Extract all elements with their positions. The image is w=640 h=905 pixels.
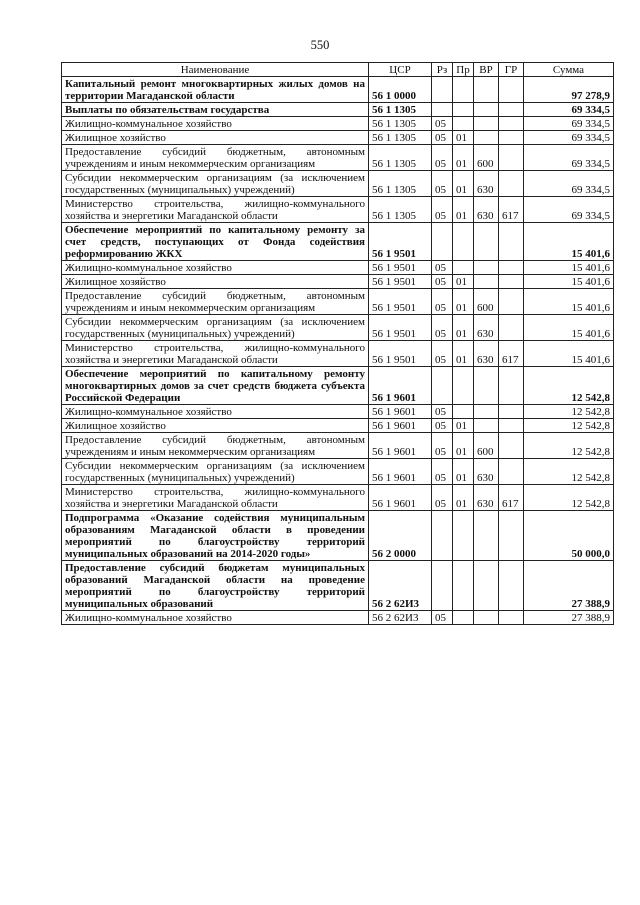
cell-vr: [474, 131, 499, 145]
cell-vr: 630: [474, 341, 499, 367]
cell-name: Обеспечение мероприятий по капитальному ремонту многоквартирных домов за счет средств бюджета субъекта Российской Федерации: [62, 367, 369, 405]
cell-name: Жилищно-коммунальное хозяйство: [62, 261, 369, 275]
table-row: [62, 315, 614, 341]
cell-csr: 56 1 9501: [369, 223, 432, 261]
cell-sum: 50 000,0: [524, 511, 614, 561]
cell-rz: 05: [432, 275, 453, 289]
cell-rz: 05: [432, 341, 453, 367]
cell-csr: 56 1 9601: [369, 459, 432, 485]
table-row: [62, 261, 614, 275]
cell-name: Субсидии некоммерческим организациям (за исключением государственных (муниципальных) учреждений): [62, 315, 369, 341]
cell-vr: [474, 117, 499, 131]
cell-csr: 56 1 1305: [369, 145, 432, 171]
cell-csr: 56 1 0000: [369, 77, 432, 103]
page-number: 550: [310, 38, 330, 52]
cell-vr: [474, 367, 499, 405]
cell-sum: 12 542,8: [524, 405, 614, 419]
cell-pr: [453, 561, 474, 611]
cell-pr: 01: [453, 131, 474, 145]
cell-name: Жилищно-коммунальное хозяйство: [62, 611, 369, 625]
cell-rz: 05: [432, 289, 453, 315]
budget-table: [61, 62, 614, 625]
cell-csr: 56 1 9601: [369, 433, 432, 459]
table-row: [62, 103, 614, 117]
cell-gr: [499, 103, 524, 117]
cell-rz: [432, 103, 453, 117]
cell-csr: 56 1 1305: [369, 131, 432, 145]
cell-vr: 630: [474, 485, 499, 511]
cell-name: Министерство строительства, жилищно-коммунального хозяйства и энергетики Магаданской области: [62, 197, 369, 223]
cell-csr: 56 2 62И3: [369, 611, 432, 625]
cell-vr: 600: [474, 289, 499, 315]
cell-vr: [474, 103, 499, 117]
cell-name: Предоставление субсидий бюджетным, автономным учреждениям и иным некоммерческим организациям: [62, 433, 369, 459]
cell-sum: 69 334,5: [524, 171, 614, 197]
cell-gr: [499, 145, 524, 171]
cell-gr: [499, 171, 524, 197]
cell-rz: 05: [432, 419, 453, 433]
cell-vr: [474, 261, 499, 275]
cell-csr: 56 1 9501: [369, 275, 432, 289]
cell-csr: 56 1 9601: [369, 367, 432, 405]
cell-sum: 12 542,8: [524, 485, 614, 511]
cell-csr: 56 1 9501: [369, 289, 432, 315]
cell-rz: 05: [432, 131, 453, 145]
table-row: [62, 433, 614, 459]
cell-gr: [499, 315, 524, 341]
cell-name: Министерство строительства, жилищно-коммунального хозяйства и энергетики Магаданской области: [62, 485, 369, 511]
header-sum: Сумма: [524, 63, 614, 77]
cell-vr: [474, 77, 499, 103]
cell-pr: 01: [453, 197, 474, 223]
cell-gr: [499, 611, 524, 625]
cell-sum: 15 401,6: [524, 223, 614, 261]
cell-vr: 630: [474, 197, 499, 223]
cell-rz: 05: [432, 405, 453, 419]
cell-csr: 56 2 0000: [369, 511, 432, 561]
cell-pr: 01: [453, 485, 474, 511]
cell-pr: [453, 405, 474, 419]
cell-vr: 600: [474, 433, 499, 459]
cell-pr: 01: [453, 145, 474, 171]
table-row: [62, 511, 614, 561]
cell-sum: 15 401,6: [524, 261, 614, 275]
cell-pr: 01: [453, 419, 474, 433]
cell-vr: [474, 275, 499, 289]
table-row: [62, 561, 614, 611]
cell-sum: 15 401,6: [524, 341, 614, 367]
cell-pr: 01: [453, 315, 474, 341]
cell-sum: 15 401,6: [524, 315, 614, 341]
cell-gr: [499, 511, 524, 561]
cell-csr: 56 2 62И3: [369, 561, 432, 611]
cell-csr: 56 1 9501: [369, 315, 432, 341]
table-row: [62, 145, 614, 171]
cell-sum: 97 278,9: [524, 77, 614, 103]
cell-csr: 56 1 9601: [369, 419, 432, 433]
cell-gr: 617: [499, 341, 524, 367]
cell-name: Жилищное хозяйство: [62, 131, 369, 145]
cell-pr: 01: [453, 275, 474, 289]
cell-rz: [432, 511, 453, 561]
cell-sum: 27 388,9: [524, 561, 614, 611]
cell-gr: 617: [499, 197, 524, 223]
table-row: [62, 131, 614, 145]
cell-vr: [474, 405, 499, 419]
cell-csr: 56 1 1305: [369, 171, 432, 197]
cell-pr: [453, 611, 474, 625]
table-row: [62, 459, 614, 485]
cell-sum: 15 401,6: [524, 289, 614, 315]
cell-sum: 69 334,5: [524, 131, 614, 145]
cell-gr: [499, 275, 524, 289]
cell-gr: [499, 433, 524, 459]
table-body: [62, 77, 614, 625]
cell-pr: [453, 103, 474, 117]
cell-gr: [499, 117, 524, 131]
cell-rz: 05: [432, 433, 453, 459]
cell-sum: 12 542,8: [524, 459, 614, 485]
cell-rz: 05: [432, 145, 453, 171]
cell-pr: 01: [453, 289, 474, 315]
cell-rz: [432, 77, 453, 103]
cell-gr: [499, 261, 524, 275]
cell-name: Жилищное хозяйство: [62, 419, 369, 433]
cell-csr: 56 1 1305: [369, 117, 432, 131]
header-name: Наименование: [62, 63, 369, 77]
cell-gr: 617: [499, 485, 524, 511]
cell-csr: 56 1 9601: [369, 405, 432, 419]
cell-name: Жилищно-коммунальное хозяйство: [62, 405, 369, 419]
cell-pr: 01: [453, 171, 474, 197]
cell-csr: 56 1 9601: [369, 485, 432, 511]
cell-vr: [474, 611, 499, 625]
cell-sum: 69 334,5: [524, 197, 614, 223]
cell-pr: [453, 367, 474, 405]
cell-gr: [499, 367, 524, 405]
cell-pr: [453, 223, 474, 261]
cell-csr: 56 1 9501: [369, 341, 432, 367]
cell-rz: 05: [432, 171, 453, 197]
cell-csr: 56 1 1305: [369, 197, 432, 223]
cell-gr: [499, 289, 524, 315]
table-row: [62, 77, 614, 103]
cell-name: Капитальный ремонт многоквартирных жилых домов на территории Магаданской области: [62, 77, 369, 103]
cell-vr: 630: [474, 171, 499, 197]
cell-gr: [499, 131, 524, 145]
header-rz: Рз: [432, 63, 453, 77]
cell-name: Предоставление субсидий бюджетным, автономным учреждениям и иным некоммерческим организациям: [62, 145, 369, 171]
cell-gr: [499, 419, 524, 433]
cell-rz: [432, 367, 453, 405]
table-row: [62, 117, 614, 131]
cell-sum: 27 388,9: [524, 611, 614, 625]
table-row: [62, 611, 614, 625]
table-row: [62, 171, 614, 197]
cell-vr: 630: [474, 315, 499, 341]
cell-gr: [499, 459, 524, 485]
cell-vr: [474, 561, 499, 611]
cell-vr: [474, 419, 499, 433]
cell-vr: [474, 511, 499, 561]
cell-name: Предоставление субсидий бюджетным, автономным учреждениям и иным некоммерческим организациям: [62, 289, 369, 315]
cell-sum: 12 542,8: [524, 367, 614, 405]
cell-rz: 05: [432, 611, 453, 625]
header-pr: Пр: [453, 63, 474, 77]
cell-name: Жилищно-коммунальное хозяйство: [62, 117, 369, 131]
cell-rz: 05: [432, 117, 453, 131]
cell-pr: 01: [453, 341, 474, 367]
cell-pr: [453, 511, 474, 561]
cell-sum: 69 334,5: [524, 117, 614, 131]
cell-rz: 05: [432, 315, 453, 341]
cell-csr: 56 1 1305: [369, 103, 432, 117]
table-row: [62, 367, 614, 405]
cell-rz: 05: [432, 459, 453, 485]
cell-pr: [453, 77, 474, 103]
cell-pr: [453, 261, 474, 275]
cell-pr: [453, 117, 474, 131]
cell-gr: [499, 405, 524, 419]
cell-gr: [499, 561, 524, 611]
table-row: [62, 419, 614, 433]
cell-rz: 05: [432, 197, 453, 223]
table-row: [62, 197, 614, 223]
cell-sum: 69 334,5: [524, 103, 614, 117]
table-row: [62, 275, 614, 289]
cell-rz: [432, 223, 453, 261]
cell-rz: 05: [432, 485, 453, 511]
cell-name: Выплаты по обязательствам государства: [62, 103, 369, 117]
cell-name: Субсидии некоммерческим организациям (за исключением государственных (муниципальных) учреждений): [62, 171, 369, 197]
table-row: [62, 405, 614, 419]
cell-name: Министерство строительства, жилищно-коммунального хозяйства и энергетики Магаданской области: [62, 341, 369, 367]
header-csr: ЦСР: [369, 63, 432, 77]
table-row: [62, 223, 614, 261]
cell-vr: [474, 223, 499, 261]
cell-rz: [432, 561, 453, 611]
cell-pr: 01: [453, 459, 474, 485]
cell-rz: 05: [432, 261, 453, 275]
cell-gr: [499, 77, 524, 103]
header-gr: ГР: [499, 63, 524, 77]
cell-sum: 15 401,6: [524, 275, 614, 289]
cell-name: Жилищное хозяйство: [62, 275, 369, 289]
cell-name: Предоставление субсидий бюджетам муниципальных образований Магаданской области на проведение мероприятий по благоустройству территорий муниципальных образований: [62, 561, 369, 611]
table-row: [62, 341, 614, 367]
table-row: [62, 289, 614, 315]
cell-name: Субсидии некоммерческим организациям (за исключением государственных (муниципальных) учреждений): [62, 459, 369, 485]
header-vr: ВР: [474, 63, 499, 77]
table-row: [62, 485, 614, 511]
cell-csr: 56 1 9501: [369, 261, 432, 275]
cell-sum: 12 542,8: [524, 419, 614, 433]
cell-name: Обеспечение мероприятий по капитальному ремонту за счет средств, поступающих от Фонда содействия реформированию ЖКХ: [62, 223, 369, 261]
cell-gr: [499, 223, 524, 261]
cell-sum: 12 542,8: [524, 433, 614, 459]
cell-name: Подпрограмма «Оказание содействия муниципальным образованиям Магаданской области в проведении мероприятий по благоустройству территорий муниципальных образований на 2014-2020 годы»: [62, 511, 369, 561]
cell-vr: 630: [474, 459, 499, 485]
cell-pr: 01: [453, 433, 474, 459]
cell-vr: 600: [474, 145, 499, 171]
cell-sum: 69 334,5: [524, 145, 614, 171]
table-header-row: [62, 63, 614, 77]
